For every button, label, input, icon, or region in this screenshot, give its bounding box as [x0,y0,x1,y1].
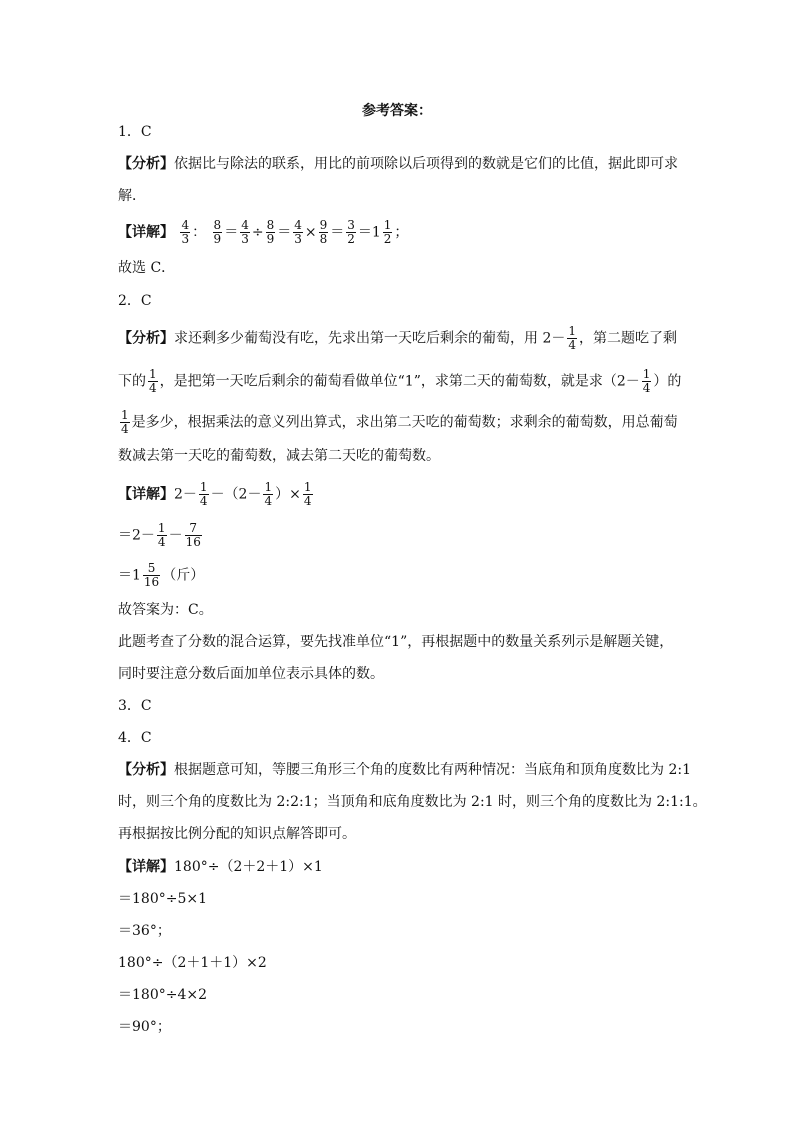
q4-detail-l1 [118,857,323,877]
fraction: $\frac{4}{3}$ [181,218,190,246]
q1-conclusion: 故选 C． [118,260,176,276]
analysis-tag: 【分析】 [118,762,174,778]
analysis-tag: 【分析】 [118,330,174,347]
fraction: $\frac{1}{4}$ [149,367,157,395]
text: ，第二题吃了剩 [579,330,677,347]
text: ，是把第一天吃后剩余的葡萄看做单位“1”，求第二天的葡萄数，就是求（2－ [159,373,640,390]
q2-note-l1: 此题考查了分数的混合运算，要先找准单位“1”，再根据题中的数量关系列示是解题关键， [118,634,674,650]
fraction: $\frac{4}{3}$ [294,218,302,246]
fraction: $\frac{1}{4}$ [264,480,273,508]
fraction: $\frac{8}{9}$ [213,218,222,246]
q2-analysis-l3 [118,409,678,436]
fraction: $\frac{1}{4}$ [303,480,312,508]
detail-tag: 【详解】 [118,224,174,241]
q2-answer: 故答案为：C。 [118,602,213,618]
fraction: $\frac{8}{9}$ [266,218,275,246]
q4-detail-l3: ＝36°； [118,923,171,939]
q4-detail-l2: ＝180°÷5×1 [118,891,207,907]
fraction: $\frac{7}{16}$ [185,521,201,549]
q2-note-l2: 同时要注意分数后面加单位表示具体的数。 [118,666,384,682]
q2-detail-l2 [118,522,204,549]
text: －（2－ [210,486,262,503]
text: ）的 [653,373,682,390]
text: 求还剩多少葡萄没有吃，先求出第一天吃后剩余的葡萄，用 2－ [174,330,566,347]
detail-tag: 【详解】 [118,859,174,875]
page-title: 参考答案： [362,103,432,119]
analysis-tag: 【分析】 [118,156,174,172]
equals-symbol: ＝ [277,224,292,241]
fraction: $\frac{9}{8}$ [319,218,328,246]
q4-detail-l6: ＝90°； [118,1019,171,1035]
detail-tag: 【详解】 [118,486,174,503]
q1-analysis-cont: 解． [118,188,146,204]
fraction: $\frac{1}{4}$ [568,324,576,352]
text: 2－ [174,486,197,503]
q1-number: 1．C [118,124,152,140]
text: － [168,527,183,544]
q2-analysis-l4: 数减去第一天吃的葡萄数，减去第二天吃的葡萄数。 [118,448,440,464]
text: 下的 [118,373,146,390]
text: 是多少，根据乘法的意义列出算式，求出第二天吃的葡萄数；求剩余的葡萄数，用总葡萄 [131,414,678,431]
q3-number: 3．C [118,698,152,714]
text: 根据题意可知，等腰三角形三个角的度数比有两种情况：当底角和顶角度数比为 2:1 [174,762,691,778]
text: 180°÷（2＋2＋1）×1 [174,859,323,875]
q1-detail [118,219,408,246]
q4-analysis-l1 [118,760,691,780]
equals-symbol: ＝ [330,224,345,241]
semicolon: ； [394,224,409,241]
fraction: $\frac{1}{2}$ [383,218,392,246]
fraction: $\frac{1}{4}$ [199,480,208,508]
fraction: $\frac{1}{4}$ [121,408,129,436]
q4-analysis-l3: 再根据按比例分配的知识点解答即可。 [118,826,356,842]
q2-number: 2．C [118,293,152,309]
q4-detail-l4: 180°÷（2＋1＋1）×2 [118,955,267,971]
q1-analysis [118,154,678,174]
q2-analysis-l2 [118,368,681,395]
text: （斤） [162,567,205,584]
fraction: $\frac{4}{3}$ [241,218,249,246]
text: ）× [275,486,301,503]
fraction: $\frac{5}{16}$ [143,561,160,589]
equals-symbol: ＝ [224,224,239,241]
q4-detail-l5: ＝180°÷4×2 [118,987,207,1003]
fraction: $\frac{1}{4}$ [642,367,651,395]
q2-detail-l3 [118,562,204,589]
q2-analysis-l1 [118,325,677,352]
text: ＝2－ [118,527,155,544]
q4-number: 4．C [118,730,152,746]
text: ＝1 [118,567,141,584]
q1-analysis-text: 依据比与除法的联系，用比的前项除以后项得到的数就是它们的比值，据此即可求 [174,156,678,172]
fraction: $\frac{1}{4}$ [157,521,166,549]
times-symbol: × [304,224,317,241]
q2-detail-l1 [118,481,315,508]
fraction: $\frac{3}{2}$ [347,218,355,246]
mixed-number-whole: ＝1 [357,224,381,241]
divide-symbol: ÷ [251,224,264,241]
q4-analysis-l2: 时，则三个角的度数比为 2:2:1；当顶角和底角度数比为 2:1 时，则三个角的度数比为 2:1:1。 [118,794,707,810]
colon-symbol: ： [192,224,207,241]
